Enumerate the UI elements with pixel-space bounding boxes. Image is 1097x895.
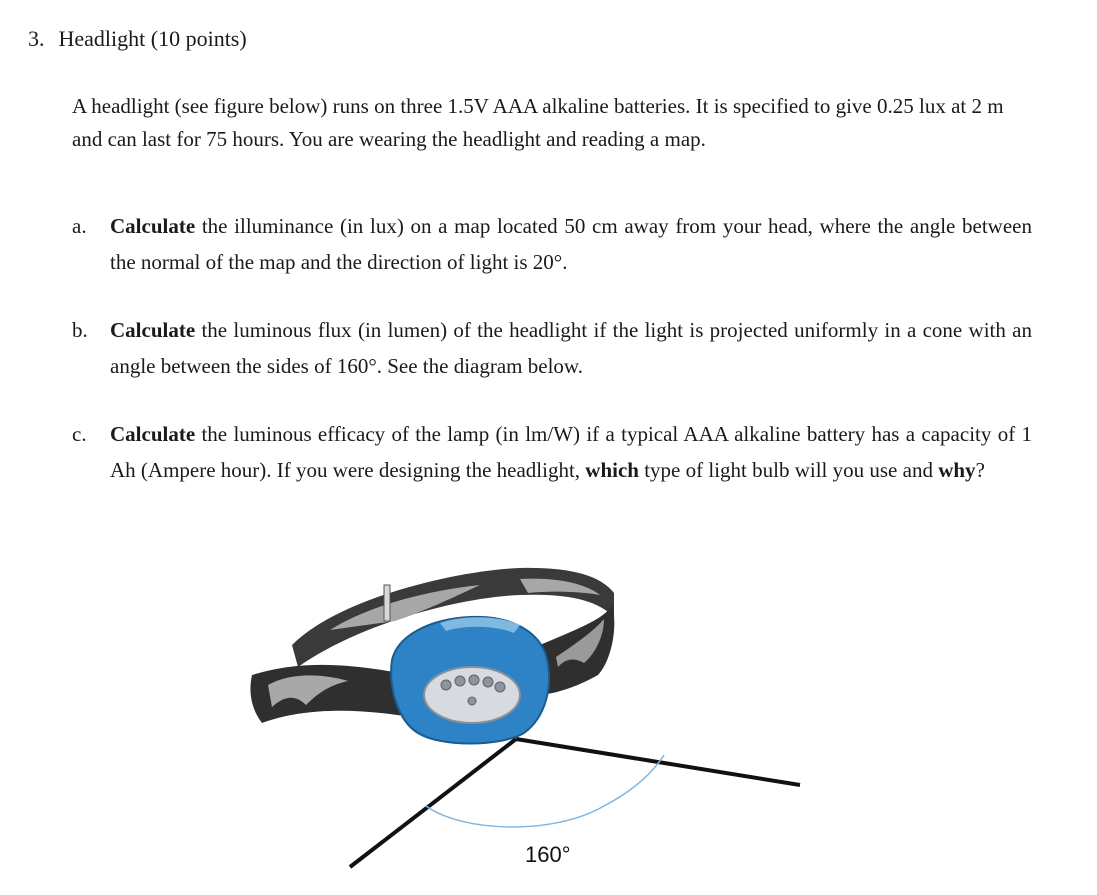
part-lead: Calculate [110,318,196,342]
headlight-diagram [0,535,1097,890]
part-c [72,416,1032,488]
part-a [72,208,1032,280]
part-lead: Calculate [110,422,196,446]
part-text: the luminous efficacy of the lamp (in lm/W) if a typical AAA alkaline battery has a capacity of 1 Ah (Ampere hour). If you were designing the headlight, [110,422,1032,482]
part-text: type of light bulb will you use and [638,458,939,482]
question-number: 3. [28,26,45,51]
cone-line-left [350,739,516,867]
question-intro: A headlight (see figure below) runs on three 1.5V AAA alkaline batteries. It is specified to give 0.25 lux at 2 m and can last for 75 hours. You are wearing the headlight and reading a map. [72,94,1004,151]
part-b [72,312,1032,384]
part-body [110,208,1032,280]
part-emphasis: why [938,458,976,482]
question-heading [28,26,247,52]
part-letter: b. [72,318,88,342]
part-lead: Calculate [110,214,196,238]
cone-line-right [516,739,800,785]
part-body [110,312,1032,384]
question-title: Headlight (10 points) [58,26,247,51]
part-letter: a. [72,214,87,238]
part-emphasis: which [585,458,639,482]
part-text: ? [975,458,985,482]
headlight-figure [0,535,1097,890]
angle-arc [426,755,664,827]
part-text: the luminous flux (in lumen) of the headlight if the light is projected uniformly in a cone with an angle between the sides of 160°. See the diagram below. [110,318,1032,378]
strap-buckle [384,585,390,621]
part-letter: c. [72,422,87,446]
part-body [110,416,1032,488]
part-text: the illuminance (in lux) on a map located 50 cm away from your head, where the angle between the normal of the map and the direction of light is 20°. [110,214,1032,274]
angle-label: 160° [525,842,571,867]
